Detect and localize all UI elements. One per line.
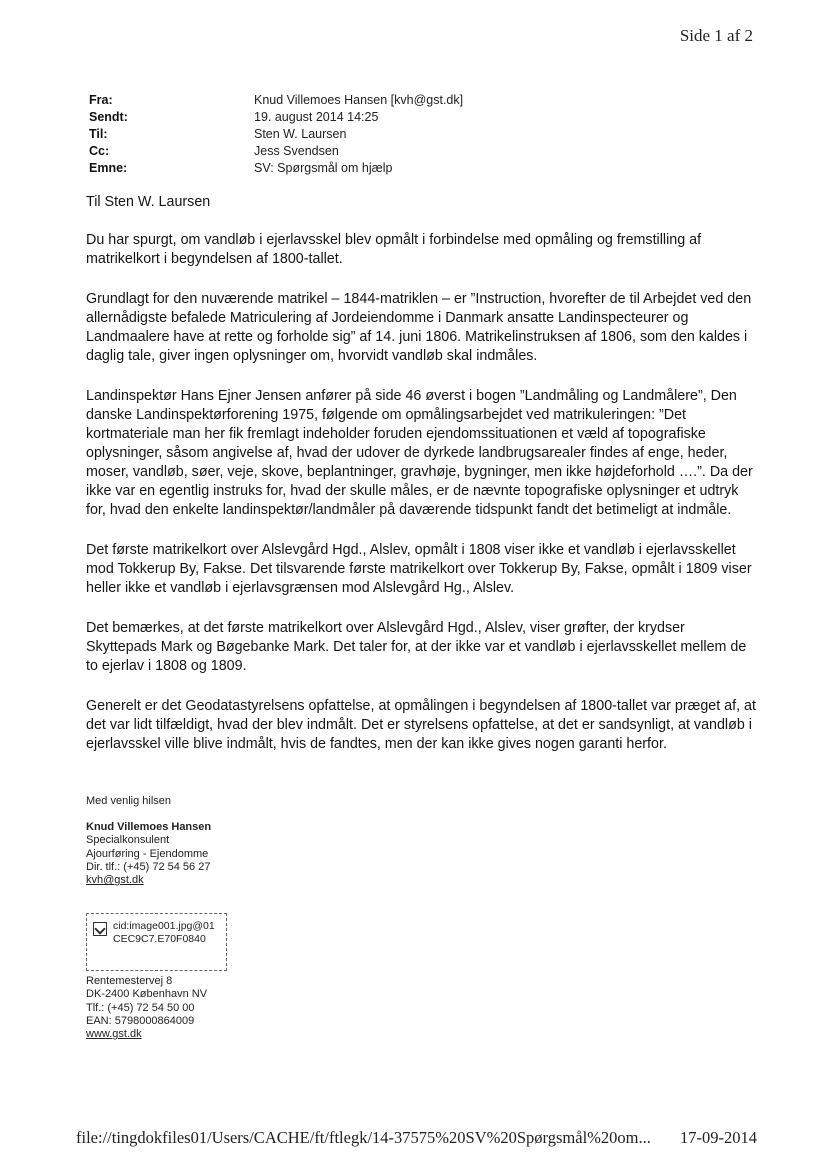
header-row-subject [89, 160, 739, 177]
header-label: Sendt: [89, 110, 128, 124]
header-row-from [89, 92, 739, 109]
signature-department: Ajourføring - Ejendomme [86, 847, 209, 860]
body-paragraph: Generelt er det Geodatastyrelsens opfattelse, at opmålingen i begyndelsen af 1800-tallet var præget af, at det var lidt tilfældigt, hvad der blev indmålt. Det er styrelsens opfattelse, at det er sandsynligt, at vandløb i ejerlavsskel ville blive indmålt, hvis de fandtes, men der kan ikke gives nogen garanti herfor. [86, 698, 756, 752]
email-body [86, 193, 758, 775]
body-paragraph: Det første matrikelkort over Alslevgård Hgd., Alslev, opmålt i 1808 viser ikke et vandløb i ejerlavsskellet mod Tokkerup By, Fakse. Det tilsvarende første matrikelkort over Tokkerup By, Fakse, opmålt i 1809 viser heller ikke et vandløb i ejerlavsgrænsen mod Alslevgård Hg., Alslev. [86, 542, 752, 596]
footer-date: 17-09-2014 [680, 1128, 757, 1147]
address-city: DK-2400 København NV [86, 988, 208, 1001]
header-value-sent: 19. august 2014 14:25 [254, 110, 379, 124]
header-value-to: Sten W. Laursen [254, 127, 347, 141]
signature-phone: Dir. tlf.: (+45) 72 54 56 27 [86, 860, 211, 873]
header-value-cc: Jess Svendsen [254, 144, 339, 158]
address-block [86, 975, 207, 1041]
header-label: Til: [89, 127, 108, 141]
broken-image-icon [93, 922, 107, 936]
header-row-to [89, 126, 739, 143]
website-link[interactable]: www.gst.dk [86, 1028, 142, 1041]
header-value-from: Knud Villemoes Hansen [kvh@gst.dk] [254, 93, 464, 107]
header-row-sent [89, 109, 739, 126]
header-label: Emne: [89, 161, 128, 175]
body-paragraph: Du har spurgt, om vandløb i ejerlavsskel blev opmålt i forbindelse med opmåling og fremstilling af matrikelkort i begyndelsen af 1800-tallet. [86, 232, 702, 267]
body-paragraph: Det bemærkes, at det første matrikelkort over Alslevgård Hgd., Alslev, viser grøfter, der krydser Skyttepads Mark og Bøgebanke Mark. Det taler for, at der ikke var et vandløb i ejerlavsskellet mellem de to ejerlav i 1808 og 1809. [86, 620, 747, 674]
signature-block [86, 821, 211, 887]
image-placeholder [86, 913, 227, 971]
signature-name: Knud Villemoes Hansen [86, 821, 212, 833]
page-indicator: Side 1 af 2 [679, 26, 753, 45]
sign-off: Med venlig hilsen [86, 795, 171, 807]
email-header [89, 92, 739, 177]
address-phone: Tlf.: (+45) 72 54 50 00 [86, 1001, 195, 1014]
signature-title: Specialkonsulent [86, 834, 170, 847]
header-value-subject: SV: Spørgsmål om hjælp [254, 161, 393, 175]
address-ean: EAN: 5798000864009 [86, 1014, 195, 1027]
address-street: Rentemestervej 8 [86, 975, 173, 987]
header-row-cc [89, 143, 739, 160]
print-footer [0, 1128, 825, 1150]
header-label: Cc: [89, 144, 110, 158]
signature-email-link[interactable]: kvh@gst.dk [86, 874, 144, 887]
body-paragraph: Grundlagt for den nuværende matrikel – 1844-matriklen – er ”Instruction, hvorefter de til Arbejdet ved den allernådigste befalede Matriculering af Jordeiendomme i Danmark ansatte Landinspecteurer og Landmaalere have at rette og forholde sig” af 14. juni 1806. Matrikelinstruksen af 1806, som den kaldes i daglig tale, giver ingen oplysninger om, hvorvidt vandløb skal indmåles. [86, 291, 752, 364]
footer-file-path: file://tingdokfiles01/Users/CACHE/ft/ftlegk/14-37575%20SV%20Spørgsmål%20om... [76, 1128, 651, 1147]
body-paragraph: Landinspektør Hans Ejner Jensen anfører på side 46 øverst i bogen ”Landmåling og Landmålere”, Den danske Landinspektørforening 1975, følgende om opmålingsarbejdet ved matrikuleringen: ”Det kortmateriale man her fik fremlagt indeholder foruden ejendomssituationen et væld af topografiske oplysninger, såsom angivelse af, hvad der udover de dyrkede landbrugsarealer findes af enge, heder, moser, vandløb, søer, veje, skove, beplantninger, gravhøje, bygninger, men ikke højdeforhold ….”. Da der ikke var en egentlig instruks for, hvad der skulle måles, er de nævnte topografiske oplysninger et udtryk for, hvad den enkelte landinspektør/landmåler på daværende tidspunkt fandt det betimeligt at indmåle. [86, 388, 753, 518]
header-label: Fra: [89, 93, 113, 107]
image-placeholder-text: cid:image001.jpg@01CEC9C7.E70F0840 [113, 920, 215, 945]
greeting: Til Sten W. Laursen [86, 194, 211, 210]
